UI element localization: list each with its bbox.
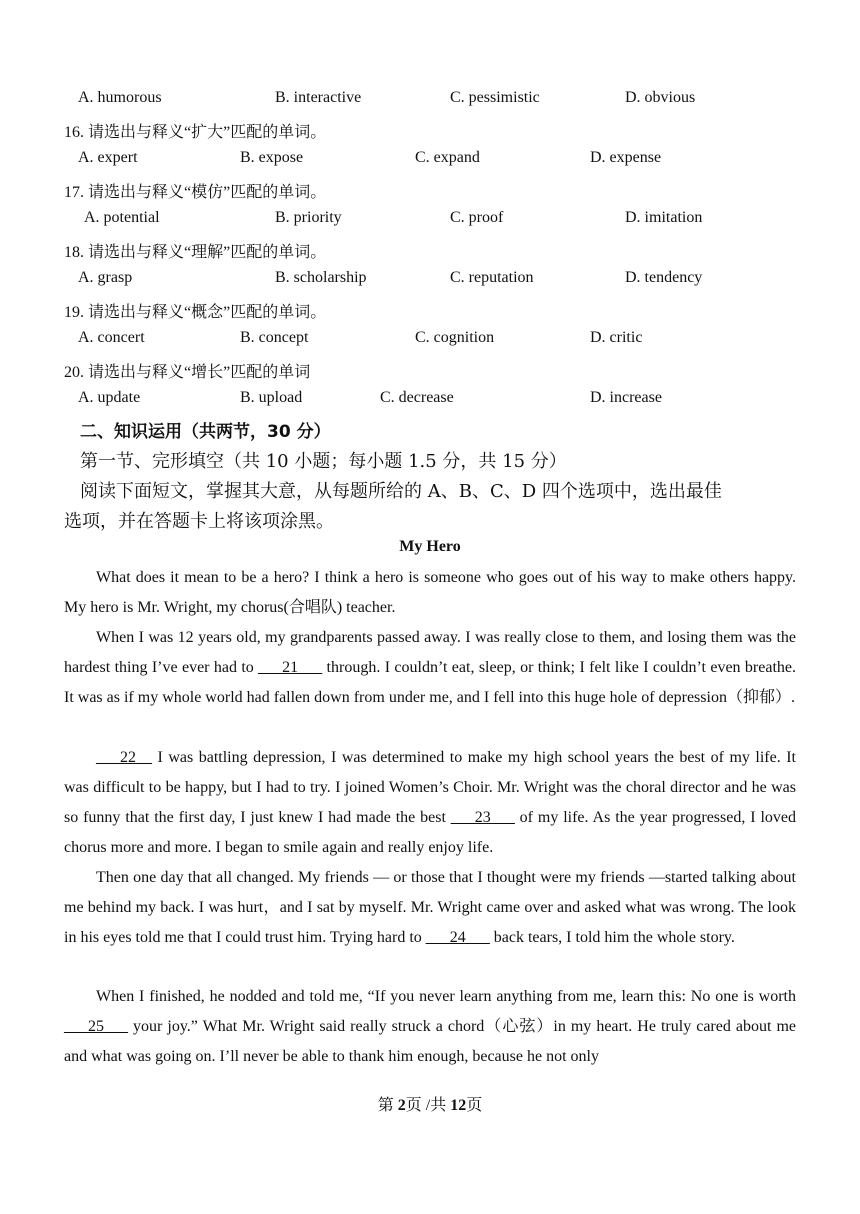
section-heading: 二、知识运用（共两节，30 分） bbox=[80, 422, 331, 442]
page-number: 2 bbox=[397, 1097, 406, 1114]
option-d: D. increase bbox=[590, 389, 662, 406]
page-total: 12 bbox=[450, 1097, 467, 1114]
option-b: B. scholarship bbox=[275, 269, 367, 286]
option-c: C. reputation bbox=[450, 269, 534, 286]
option-b: B. interactive bbox=[275, 89, 362, 106]
instruction-line-2: 选项，并在答题卡上将该项涂黑。 bbox=[64, 511, 334, 532]
option-a: A. concert bbox=[78, 329, 145, 346]
option-d: D. critic bbox=[590, 329, 643, 346]
paragraph-text: I was battling depression, I was determined to make my high school years the best of my life. It was difficult to be happy, but I had to try. I joined Women’s Choir. Mr. Wright was the choral director and he was so funny that the first day, I just knew I had made the best bbox=[64, 749, 796, 826]
paragraph-3 bbox=[64, 743, 796, 863]
option-a: A. update bbox=[78, 389, 141, 406]
blank-21[interactable]: ___21___ bbox=[258, 659, 323, 676]
option-c: C. proof bbox=[450, 209, 504, 226]
footer-mid: 页 /共 bbox=[405, 1097, 451, 1114]
option-d: D. imitation bbox=[625, 209, 703, 226]
paragraph-text: through. I couldn’t eat, sleep, or think; I felt like I couldn’t even breathe. It was as if my whole world had fallen down from under me, and I fell into this huge hole of depression（抑郁）. bbox=[64, 659, 796, 706]
paragraph-text: your joy.” What Mr. Wright said really struck a chord（心弦）in my heart. He truly cared about me and what was going on. I’ll never be able to thank him enough, because he not only bbox=[64, 1018, 796, 1065]
option-b: B. upload bbox=[240, 389, 303, 406]
paragraph-text: Then one day that all changed. My friends — or those that I thought were my friends —started talking about me behind my back. I was hurt，and I sat by myself. Mr. Wright came over and asked what was wrong. The look in his eyes told me that I could trust him. Trying hard to bbox=[64, 869, 796, 946]
blank-22[interactable]: ___22__ bbox=[96, 749, 152, 766]
blank-23[interactable]: ___23___ bbox=[450, 809, 515, 826]
option-a: A. potential bbox=[84, 209, 160, 226]
option-c: C. expand bbox=[415, 149, 480, 166]
option-d: D. tendency bbox=[625, 269, 703, 286]
question-16-stem: 16. 请选出与释义“扩大”匹配的单词。 bbox=[64, 124, 327, 141]
option-b: B. priority bbox=[275, 209, 342, 226]
paragraph-text: When I finished, he nodded and told me, “If you never learn anything from me, learn this: No one is worth bbox=[96, 988, 796, 1005]
instruction-line-1: 阅读下面短文，掌握其大意，从每题所给的 A、B、C、D 四个选项中，选出最佳 bbox=[80, 481, 722, 502]
footer-suffix: 页 bbox=[466, 1097, 483, 1114]
section-subheading: 第一节、完形填空（共 10 小题；每小题 1.5 分，共 15 分） bbox=[80, 451, 567, 472]
option-a: A. grasp bbox=[78, 269, 133, 286]
passage-title: My Hero bbox=[399, 538, 461, 555]
footer-prefix: 第 bbox=[377, 1097, 398, 1114]
paragraph-2 bbox=[64, 623, 796, 713]
option-a: A. humorous bbox=[78, 89, 162, 106]
paragraph-5 bbox=[64, 982, 796, 1072]
paragraph-text: When I was 12 years old, my grandparents passed away. I was really close to them, and losing them was the hardest thing I’ve ever had to bbox=[64, 629, 796, 676]
paragraph-text: of my life. As the year progressed, I loved chorus more and more. I began to smile again and really enjoy life. bbox=[64, 809, 796, 856]
question-17-stem: 17. 请选出与释义“模仿”匹配的单词。 bbox=[64, 184, 327, 201]
option-d: D. expense bbox=[590, 149, 662, 166]
option-b: B. concept bbox=[240, 329, 309, 346]
question-20-stem: 20. 请选出与释义“增长”匹配的单词 bbox=[64, 364, 311, 381]
question-18-stem: 18. 请选出与释义“理解”匹配的单词。 bbox=[64, 244, 327, 261]
blank-24[interactable]: ___24___ bbox=[425, 929, 490, 946]
paragraph-text: What does it mean to be a hero? I think a hero is someone who goes out of his way to make others happy. My hero is Mr. Wright, my chorus(合唱队) teacher. bbox=[64, 569, 796, 616]
question-19-stem: 19. 请选出与释义“概念”匹配的单词。 bbox=[64, 304, 327, 321]
page-footer bbox=[0, 1092, 860, 1115]
option-c: C. cognition bbox=[415, 329, 495, 346]
paragraph-4 bbox=[64, 863, 796, 953]
option-d: D. obvious bbox=[625, 89, 696, 106]
paragraph-text: back tears, I told him the whole story. bbox=[489, 929, 735, 946]
paragraph-1 bbox=[64, 563, 796, 623]
option-b: B. expose bbox=[240, 149, 304, 166]
option-c: C. pessimistic bbox=[450, 89, 540, 106]
option-c: C. decrease bbox=[380, 389, 454, 406]
blank-25[interactable]: ___25___ bbox=[64, 1018, 128, 1035]
option-a: A. expert bbox=[78, 149, 138, 166]
